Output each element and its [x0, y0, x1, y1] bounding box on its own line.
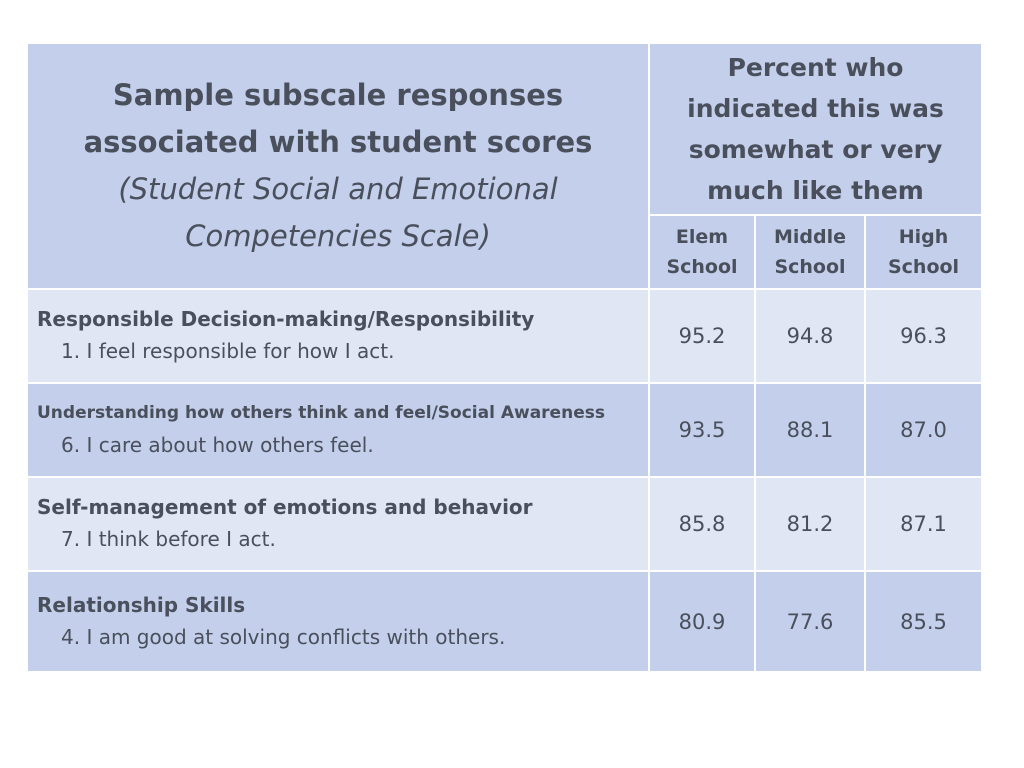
- table-row: [27, 289, 982, 383]
- column-header-middle-line1: Middle: [773, 226, 847, 248]
- value-high: 85.5: [865, 571, 982, 672]
- value-elem: 95.2: [649, 289, 755, 383]
- column-header-elem: [649, 215, 755, 289]
- row-category: Understanding how others think and feel/Social Awareness: [37, 403, 605, 423]
- table-title-line2: associated with student scores: [83, 125, 593, 159]
- value-middle: 94.8: [755, 289, 865, 383]
- row-label-cell: [27, 289, 649, 383]
- value-middle: 81.2: [755, 477, 865, 571]
- percent-header: [649, 43, 982, 215]
- row-label-cell: [27, 477, 649, 571]
- row-label-cell: [27, 571, 649, 672]
- row-category: Responsible Decision-making/Responsibility: [37, 307, 535, 331]
- column-header-high: [865, 215, 982, 289]
- table-row: [27, 477, 982, 571]
- table-subtitle-line2: Competencies Scale): [185, 219, 491, 253]
- results-table: [26, 42, 983, 673]
- column-header-middle-line2: School: [774, 256, 846, 278]
- table-row: [27, 571, 982, 672]
- row-category: Self-management of emotions and behavior: [37, 495, 533, 519]
- value-elem: 85.8: [649, 477, 755, 571]
- row-item: 6. I care about how others feel.: [61, 433, 374, 457]
- column-header-middle: [755, 215, 865, 289]
- row-label-cell: [27, 383, 649, 477]
- row-item: 7. I think before I act.: [61, 527, 276, 551]
- table-subtitle-line1: (Student Social and Emotional: [118, 172, 558, 206]
- percent-header-line3: somewhat or very: [688, 135, 943, 164]
- table-row: [27, 383, 982, 477]
- percent-header-line1: Percent who: [727, 53, 904, 82]
- row-item: 1. I feel responsible for how I act.: [61, 339, 395, 363]
- table-title-line1: Sample subscale responses: [112, 78, 564, 112]
- value-high: 87.0: [865, 383, 982, 477]
- row-category: Relationship Skills: [37, 592, 246, 617]
- column-header-elem-line2: School: [666, 256, 738, 278]
- percent-header-line4: much like them: [707, 176, 924, 205]
- value-elem: 93.5: [649, 383, 755, 477]
- value-high: 87.1: [865, 477, 982, 571]
- value-middle: 77.6: [755, 571, 865, 672]
- value-high: 96.3: [865, 289, 982, 383]
- column-header-high-line1: High: [898, 226, 949, 248]
- column-header-high-line2: School: [887, 256, 960, 278]
- row-item: 4. I am good at solving conflicts with others.: [61, 624, 506, 649]
- value-middle: 88.1: [755, 383, 865, 477]
- percent-header-line2: indicated this was: [687, 94, 944, 123]
- column-header-elem-line1: Elem: [675, 226, 729, 248]
- value-elem: 80.9: [649, 571, 755, 672]
- table-title-cell: [27, 43, 649, 289]
